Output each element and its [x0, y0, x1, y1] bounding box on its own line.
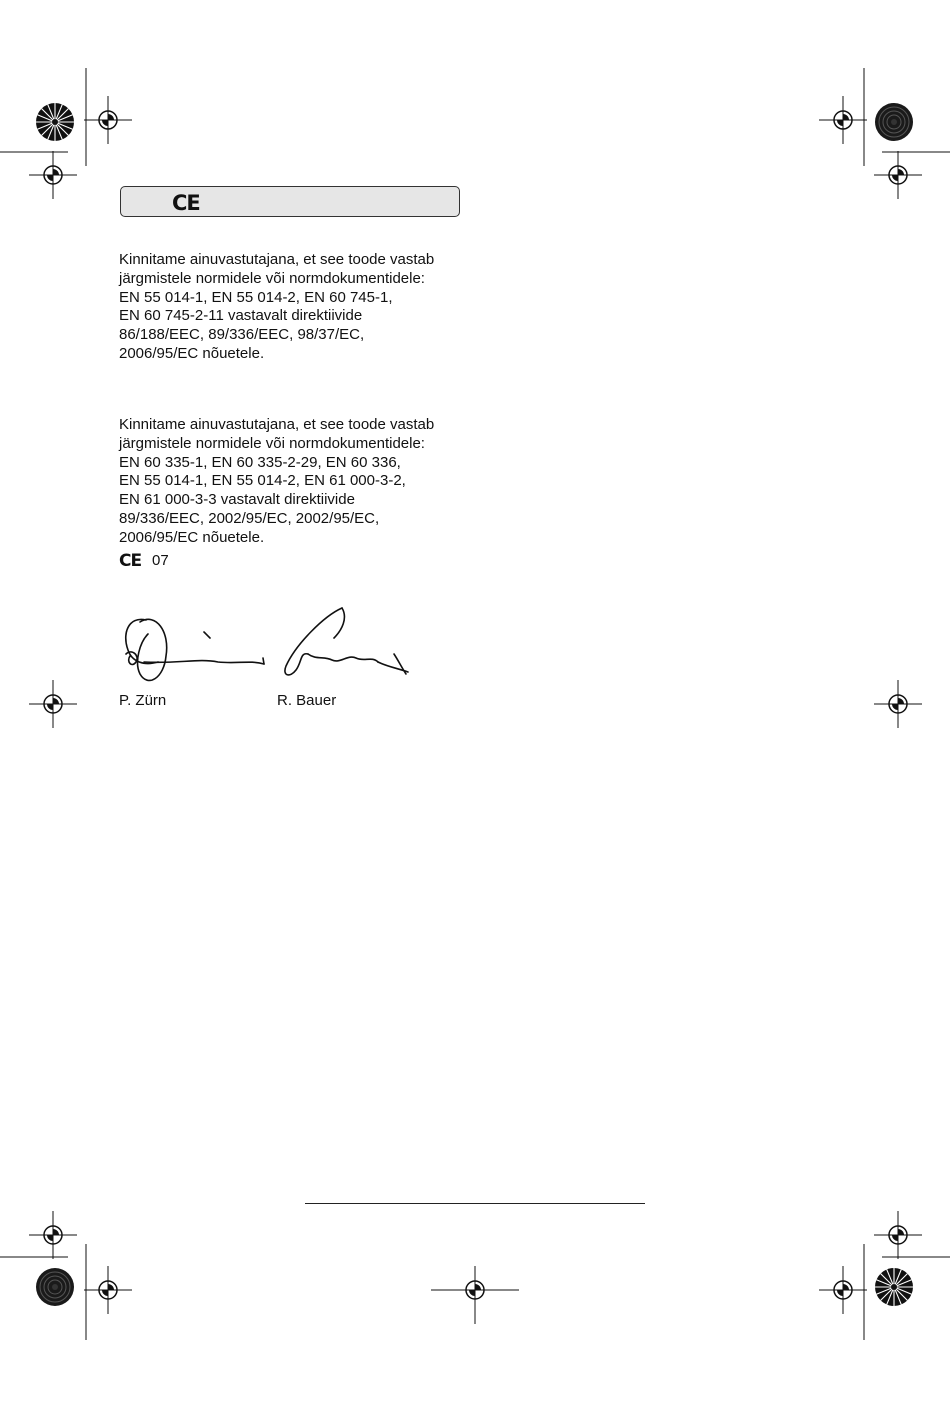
registration-target-icon [84, 1266, 132, 1314]
declaration-1-line: järgmistele normidele või normdokumentidele: [119, 269, 425, 287]
dark-disc-target-icon [874, 102, 914, 142]
declaration-1-line: Kinnitame ainuvastutajana, et see toode vastab [119, 251, 435, 268]
declaration-2-line: Kinnitame ainuvastutajana, et see toode vastab [119, 416, 435, 433]
signer-name-right: R. Bauer [277, 692, 337, 709]
ce-logo-header: CE [172, 191, 200, 215]
declaration-1-line: 86/188/EEC, 89/336/EEC, 98/37/EC, [119, 326, 365, 344]
declaration-2-line: EN 55 014-1, EN 55 014-2, EN 61 000-3-2, [119, 472, 406, 490]
starburst-target-icon [874, 1267, 914, 1307]
registration-target-icon [874, 1211, 922, 1259]
starburst-target-icon [35, 102, 75, 142]
registration-target-icon [29, 151, 77, 199]
declaration-2-line: 2006/95/EC nõuetele. [119, 528, 265, 546]
ce-logo-marking: CE [119, 551, 142, 571]
registration-target-icon [819, 96, 867, 144]
declaration-2-line: EN 61 000-3-3 vastavalt direktiivide [119, 491, 355, 509]
ce-marking-code: 07 [152, 552, 169, 569]
registration-target-icon [874, 680, 922, 728]
signer-name-left: P. Zürn [119, 692, 167, 709]
declaration-2-line: 89/336/EEC, 2002/95/EC, 2002/95/EC, [119, 509, 380, 527]
declaration-2-line: järgmistele normidele või normdokumentidele: [119, 434, 425, 452]
declaration-2-line: EN 60 335-1, EN 60 335-2-29, EN 60 336, [119, 453, 401, 471]
dark-disc-target-icon [35, 1267, 75, 1307]
declaration-1-line: EN 55 014-1, EN 55 014-2, EN 60 745-1, [119, 288, 393, 306]
registration-target-icon [84, 96, 132, 144]
registration-target-icon [29, 1211, 77, 1259]
declaration-1-line: EN 60 745-2-11 vastavalt direktiivide [119, 307, 363, 325]
registration-target-icon [29, 680, 77, 728]
declaration-1-line: 2006/95/EC nõuetele. [119, 344, 265, 362]
registration-target-icon [451, 1266, 499, 1314]
registration-target-icon [874, 151, 922, 199]
registration-target-icon [819, 1266, 867, 1314]
